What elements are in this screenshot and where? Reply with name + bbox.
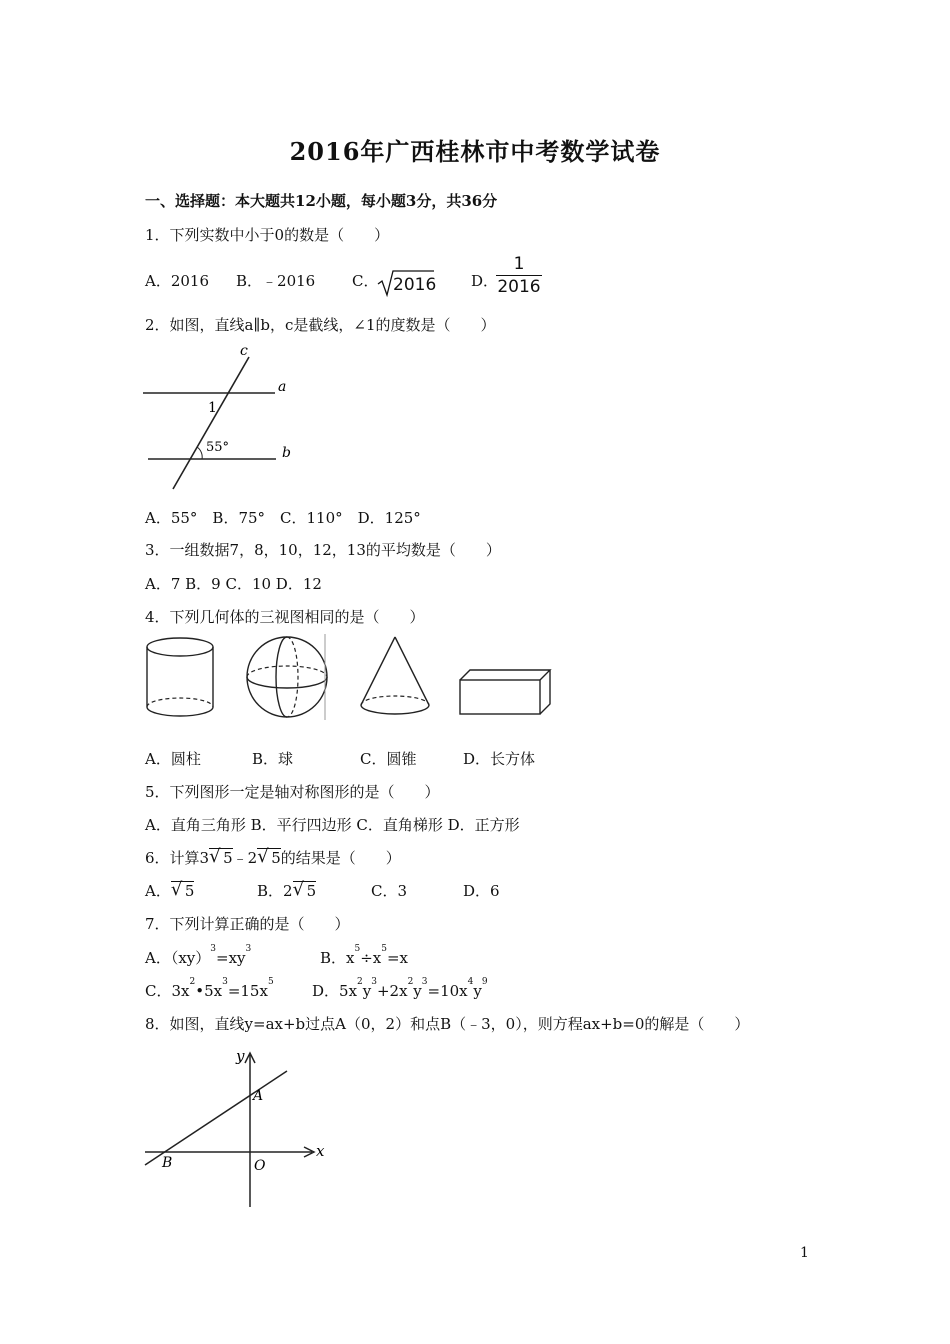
question-7-stem: 7．下列计算正确的是（ ） [145,915,350,933]
q6-option-b-sqrt: √ 5 [292,879,317,900]
q4-solids-figure [140,632,560,722]
q1-option-d-label: D． [471,272,499,290]
q6-sqrt-2: √ 5 [257,846,281,867]
q6-option-d: D．6 [463,882,500,900]
label-y: y [236,1047,245,1065]
q1-option-c-radicand: 2016 [393,275,437,295]
q1-fraction-denominator: 2016 [497,277,541,297]
q4-option-a: A．圆柱 [145,750,201,768]
label-O: O [254,1158,266,1174]
label-c: c [240,343,248,359]
sqrt-sign-icon: √ [292,879,305,900]
q7-option-b: B．$x^5\div x^5=x$ [320,944,409,967]
page-title: 2016年广西桂林市中考数学试卷 [289,137,661,166]
q6-option-a-sqrt: √ 5 [170,879,195,900]
q4-option-b: B．球 [252,750,294,768]
q1-fraction-bar [496,275,542,276]
sphere-shape [247,637,327,717]
q6-stem-post: 的结果是（ ） [280,849,401,867]
angle-arc [197,447,202,459]
q2-parallel-lines-figure [140,343,295,493]
q5-options: A．直角三角形 B．平行四边形 C．直角梯形 D．正方形 [145,816,520,834]
label-x: x [316,1142,325,1160]
q6-option-a: A． √ 5 [145,879,195,900]
cone-shape [361,637,429,714]
question-4-stem: 4．下列几何体的三视图相同的是（ ） [145,608,425,626]
q7-option-d: D．$5x^2y^3+2x^2y^3=10x^4y^9$ [312,977,488,1000]
q1-fraction-numerator: 1 [513,254,525,274]
label-a: a [278,379,287,395]
q1-option-c-label: C． [352,272,379,290]
q6-option-c: C．3 [371,882,408,900]
label-A: A [253,1088,264,1104]
label-b: b [282,445,291,461]
q6-option-b: B．2 √ 5 [257,879,317,900]
question-1-stem: 1．下列实数中小于0的数是（ ） [145,226,390,244]
line-y-ax-b [145,1071,287,1165]
q1-option-a: A．2016 [145,272,210,290]
q4-option-c: C．圆锥 [360,750,417,768]
sqrt-sign-icon: √ [170,879,183,900]
question-2-stem: 2．如图，直线a∥b，c是截线，∠1的度数是（ ） [145,316,496,334]
label-B: B [162,1155,173,1171]
cylinder-shape [147,638,213,716]
q1-option-b: B．﹣2016 [236,272,316,290]
line-c [173,357,249,489]
label-angle-1: 1 [208,400,217,416]
page-number: 1 [800,1245,809,1261]
q4-option-d: D．长方体 [463,750,536,768]
question-6-stem [145,847,401,868]
question-5-stem: 5．下列图形一定是轴对称图形的是（ ） [145,783,440,801]
label-angle-55: 55° [206,440,230,455]
q3-options: A．7 B．9 C．10 D．12 [145,575,322,593]
sqrt-sign-icon: √ [257,846,269,867]
cuboid-shape [460,670,550,714]
section-heading: 一、选择题：本大题共12小题，每小题3分，共36分 [145,192,498,210]
q6-sqrt-1: √ 5 [209,846,233,867]
q7-option-c: C．$3x^2•5x^3=15x^5$ [145,977,274,1000]
question-8-stem: 8．如图，直线y=ax+b过点A（0，2）和点B（﹣3，0），则方程ax+b=0的解是（ ） [145,1015,750,1033]
q7-option-a: A．$(xy)^3=xy^3$ [145,944,252,967]
q6-stem-pre: 6．计算3 [145,849,210,867]
q1-option-c [352,270,378,291]
q6-stem-mid: ﹣2 [232,849,258,867]
question-3-stem: 3．一组数据7，8，10，12，13的平均数是（ ） [145,541,501,559]
sqrt-sign-icon: √ [209,846,221,867]
q2-options: A．55° B．75° C．110° D．125° [145,509,421,527]
q8-coordinate-figure [140,1045,330,1210]
